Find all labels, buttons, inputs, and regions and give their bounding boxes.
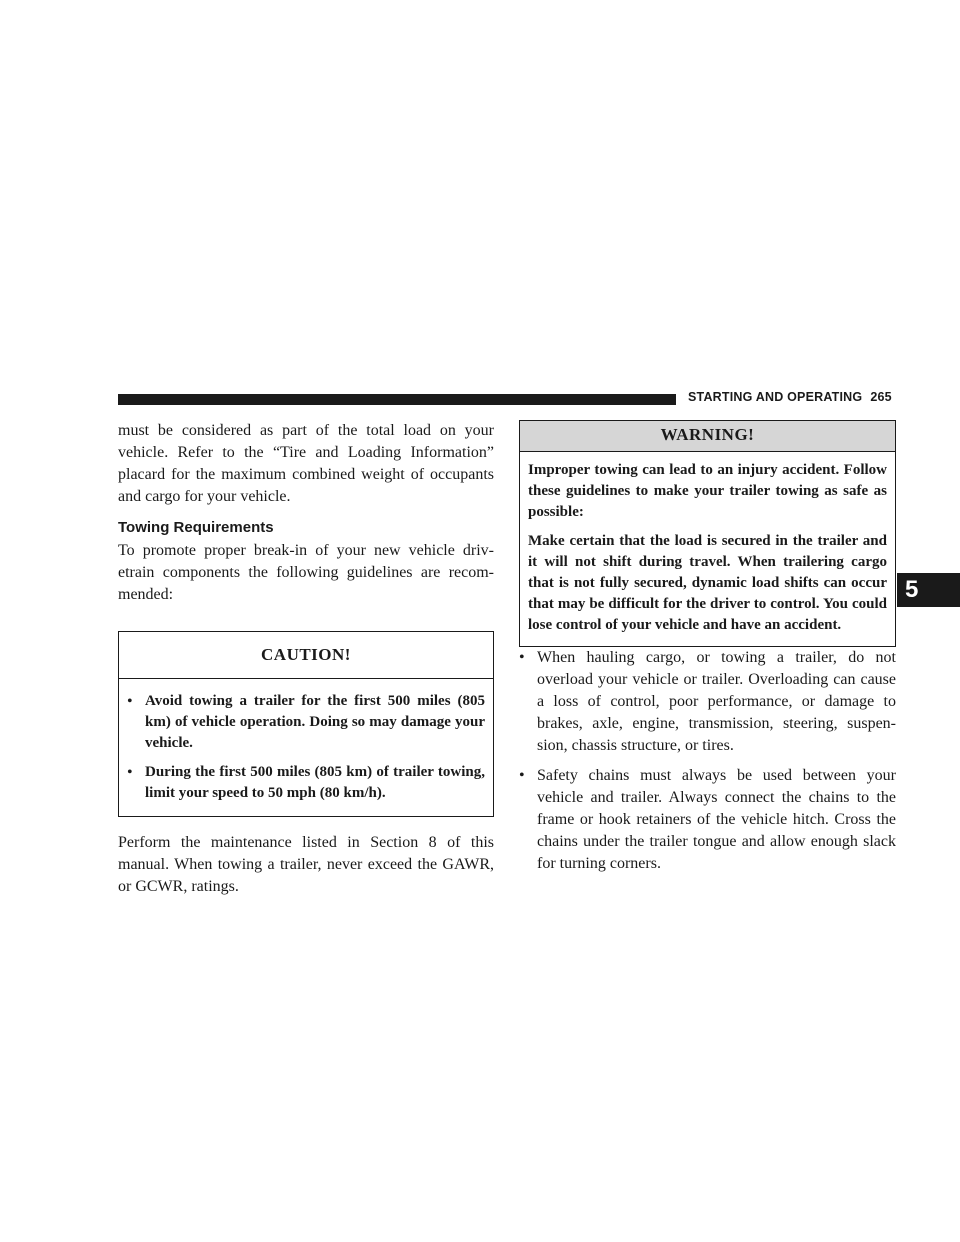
bullet-icon: • [127,693,133,710]
bullet-icon: • [519,649,525,666]
section-title: STARTING AND OPERATING [688,390,863,404]
left-column [118,420,494,898]
caution-item [127,762,485,804]
header-rule [118,394,676,405]
page-number: 265 [870,390,892,404]
warning-title: WARNING! [520,421,895,452]
towing-paragraph: To promote proper break-in of your new vehicle driv-etrain components the following guidelines are recom-mended: [118,542,494,603]
intro-paragraph: must be considered as part of the total load on your vehicle. Refer to the “Tire and Loading Information” placard for the maximum combined weight of occupants and cargo for your vehicle. [118,422,494,505]
caution-item-text: Avoid towing a trailer for the first 500 miles (805 km) of vehicle operation. Doing so may damage your vehicle. [145,693,485,751]
caution-item-text: During the first 500 miles (805 km) of trailer towing, limit your speed to 50 mph (80 km/h). [145,764,485,801]
towing-requirements-heading: Towing Requirements [118,519,274,536]
bullet-icon: • [127,764,133,781]
bullet-icon: • [519,767,525,784]
guideline-item [519,647,896,757]
guideline-item-text: When hauling cargo, or towing a trailer, do not overload your vehicle or trailer. Overloading can cause a loss of control, poor performance, or damage to brakes, axle, engine, transmission, steering, suspen-sion, chassis structure, or tires. [537,649,896,754]
warning-paragraph: Improper towing can lead to an injury accident. Follow these guidelines to make your trailer towing as safe as possible: [528,462,887,520]
guideline-item-text: Safety chains must always be used between your vehicle and trailer. Always connect the chains to the frame or hook retainers of the vehicle hitch. Cross the chains under the trailer tongue and allow enough slack for turning corners. [537,767,896,872]
caution-item [127,691,485,754]
guideline-item [519,765,896,875]
warning-paragraph: Make certain that the load is secured in the trailer and it will not shift during travel. When trailering cargo that is not fully secured, dynamic load shifts can occur that may be difficult for the driver to control. You could lose control of your vehicle and have an accident. [528,533,887,633]
warning-box [519,420,896,647]
towing-guidelines-list [519,647,896,875]
right-column [519,420,896,875]
caution-box [118,631,494,817]
running-header [688,390,892,404]
caution-list [127,691,485,804]
maintenance-paragraph: Perform the maintenance listed in Section 8 of this manual. When towing a trailer, never exceed the GAWR, or GCWR, ratings. [118,834,494,895]
caution-title: CAUTION! [119,632,493,679]
chapter-tab: 5 [897,573,960,607]
